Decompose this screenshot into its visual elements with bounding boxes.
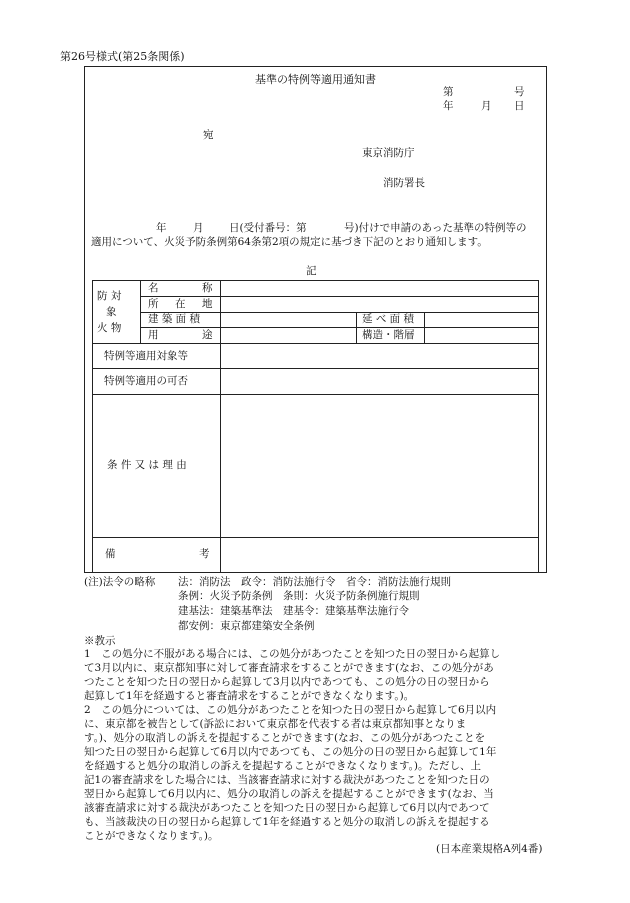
instruction-line: 記1の審査請求をした場合には、当該審査請求に対する裁決があつたことを知つた日の (84, 774, 490, 786)
body-day-receipt: 日(受付番号：第 (229, 222, 307, 234)
notes-lead: (注)法令の略称 (84, 576, 156, 588)
instruction-line: も、当該裁決の日の翌日から起算して1年を経過すると処分の取消しの訴えを提起する (84, 816, 490, 828)
total-floor-area-label: 延 べ 面 積 (362, 313, 415, 325)
instruction-line: す。)、処分の取消しの訴えを提起することができます(なお、この処分があつたことを (84, 732, 486, 744)
instruction-line: 起算して1年を経過すると審査請求をすることができなくなります。)。 (84, 690, 415, 702)
notes-line-1: 法：消防法 政令：消防法施行令 省令：消防法施行規則 (178, 576, 451, 588)
notes-line-2: 条例：火災予防条例 条則：火災予防条例施行規則 (178, 590, 420, 602)
remarks-label-a: 備 (105, 548, 116, 560)
instruction-heading: ※教示 (84, 635, 116, 647)
instruction-line: て3月以内に、東京都知事に対して審査請求をすることができます(なお、この処分があ (84, 662, 494, 674)
body-go: 号)付けで申請のあった基準の特例等の (344, 222, 527, 234)
issuer-org: 東京消防庁 (362, 147, 415, 159)
doc-date-year: 年 (443, 100, 454, 112)
instruction-line: つたことを知つた日の翌日から起算して3月以内であつても、この処分の日の翌日から (84, 676, 490, 688)
use-label-a: 用 (148, 329, 159, 341)
instruction-line: 2 この処分については、この処分があつたことを知つた日の翌日から起算して6月以内 (84, 704, 497, 716)
special-allowed-label: 特例等適用の可否 (104, 375, 188, 387)
location-label-c: 地 (202, 298, 213, 310)
location-label-a: 所 (148, 298, 159, 310)
body-month: 月 (193, 222, 204, 234)
instruction-line: 1 この処分に不服がある場合には、この処分があつたことを知つた日の翌日から起算し (84, 648, 501, 660)
special-target-label: 特例等適用対象等 (104, 350, 188, 362)
building-area-label: 建 築 面 積 (148, 313, 201, 325)
instruction-line: 翌日から起算して6月以内に、処分の取消しの訴えを提起することができます(なお、当 (84, 788, 494, 800)
body-year: 年 (156, 222, 167, 234)
issuer-title: 消防署長 (383, 177, 425, 189)
document-title: 基準の特例等適用通知書 (255, 73, 376, 86)
group-label-line2: 象 (106, 306, 117, 318)
instruction-line: に、東京都を被告として(訴訟において東京都を代表する者は東京都知事となりま (84, 718, 467, 730)
remarks-label-b: 考 (199, 548, 210, 560)
doc-date-day: 日 (514, 100, 525, 112)
notes-line-4: 都安例：東京都建築安全条例 (178, 620, 315, 632)
body-line-2: 適用について、火災予防条例第64条第2項の規定に基づき下記のとおり通知します。 (91, 236, 488, 248)
use-label-b: 途 (202, 329, 213, 341)
group-label-line3: 火 物 (97, 322, 122, 334)
doc-date-month: 月 (481, 100, 492, 112)
notes-line-3: 建基法：建築基準法 建基令：建築基準法施行令 (178, 605, 409, 617)
name-label-a: 名 (148, 282, 159, 294)
conditions-label: 条 件 又 は 理 由 (107, 459, 187, 471)
ki-heading: 記 (306, 265, 317, 277)
structure-floors-label: 構造・階層 (362, 329, 415, 341)
instruction-line: を経過すると処分の取消しの訴えを提起することができなくなります。)。ただし、上 (84, 760, 482, 772)
name-label-b: 称 (202, 282, 213, 294)
paper-size-note: (日本産業規格A列4番) (436, 843, 543, 855)
location-label-b: 在 (175, 298, 186, 310)
group-label-line1: 防 対 (97, 290, 122, 302)
form-number: 第26号様式(第25条関係) (60, 50, 185, 63)
instruction-line: 知つた日の翌日から起算して6月以内であつても、この処分の日の翌日から起算して1年 (84, 746, 497, 758)
addressee-suffix: 宛 (203, 129, 214, 141)
doc-number-dai: 第 (443, 86, 454, 98)
doc-number-go: 号 (514, 86, 525, 98)
instruction-line: ことができなくなります。)。 (84, 830, 219, 842)
instruction-line: 該審査請求に対する裁決があつたことを知つた日の翌日から起算して6月以内であつて (84, 802, 490, 814)
